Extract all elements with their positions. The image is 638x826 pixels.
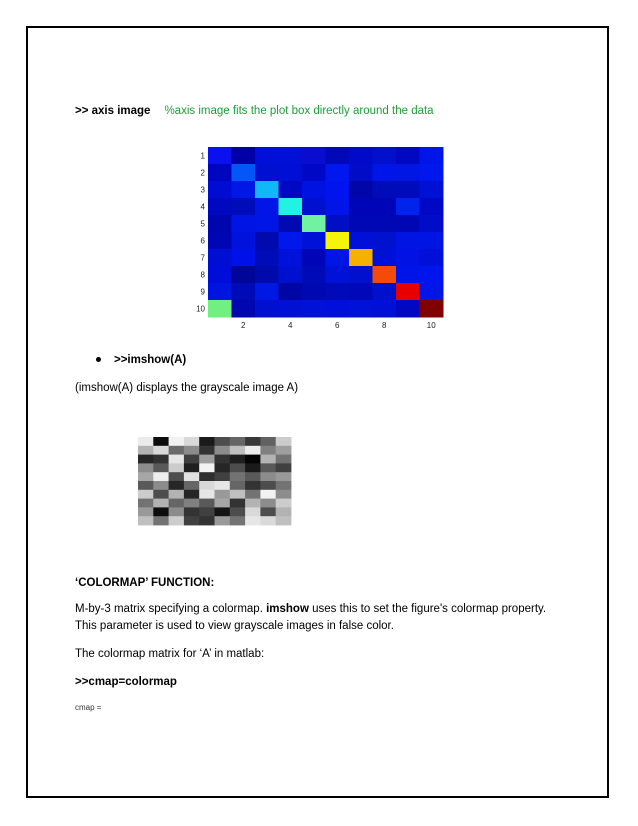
grayscale-pixel <box>153 499 169 508</box>
grayscale-pixel <box>199 446 215 455</box>
grayscale-pixel <box>276 516 292 525</box>
heatmap-cell <box>208 300 232 318</box>
heatmap-cell <box>302 249 326 267</box>
imshow-description: (imshow(A) displays the grayscale image A) <box>75 382 299 394</box>
grayscale-pixel <box>230 446 246 455</box>
heatmap-cell <box>326 181 350 199</box>
heatmap-cell <box>373 249 397 267</box>
grayscale-pixel <box>153 481 169 490</box>
grayscale-pixel <box>260 499 276 508</box>
heatmap-cell <box>326 147 350 165</box>
heatmap-cell <box>396 147 420 165</box>
heatmap-cell <box>208 147 232 165</box>
heatmap-cell <box>349 215 373 233</box>
heatmap-cell <box>396 300 420 318</box>
heatmap-cell <box>373 266 397 284</box>
heatmap-cell <box>396 215 420 233</box>
grayscale-pixel <box>260 516 276 525</box>
heatmap-cell <box>255 215 279 233</box>
grayscale-pixel <box>215 507 231 516</box>
heatmap-cell <box>420 249 444 267</box>
grayscale-pixel <box>199 455 215 464</box>
grayscale-pixel <box>215 437 231 446</box>
grayscale-pixel <box>230 490 246 499</box>
heatmap-cell <box>373 232 397 250</box>
heatmap-cell <box>420 181 444 199</box>
y-tick-label: 8 <box>200 270 205 280</box>
heatmap-cell <box>349 266 373 284</box>
heatmap-cell <box>208 283 232 301</box>
grayscale-pixel <box>184 472 200 481</box>
grayscale-pixel <box>245 437 261 446</box>
heatmap-cell <box>373 198 397 216</box>
heatmap-cell <box>208 232 232 250</box>
heatmap-cell <box>255 232 279 250</box>
heatmap-cell <box>255 164 279 182</box>
heatmap-cell <box>208 198 232 216</box>
grayscale-pixel <box>245 472 261 481</box>
grayscale-pixel <box>169 463 185 472</box>
grayscale-pixel <box>245 499 261 508</box>
colormap-desc-post: uses this to set the figure's colormap property. <box>308 603 547 615</box>
heatmap-cell <box>255 147 279 165</box>
heatmap-cell <box>349 181 373 199</box>
grayscale-pixel <box>215 455 231 464</box>
heatmap-cell <box>349 300 373 318</box>
cmap-command: >>cmap=colormap <box>75 676 177 688</box>
grayscale-image <box>138 437 293 527</box>
grayscale-pixel <box>169 446 185 455</box>
grayscale-pixel <box>199 472 215 481</box>
matrix-line: The colormap matrix for ‘A’ in matlab: <box>75 648 265 660</box>
grayscale-pixel <box>245 507 261 516</box>
heatmap-cell <box>302 266 326 284</box>
grayscale-pixel <box>260 472 276 481</box>
heatmap-cell <box>232 164 256 182</box>
grayscale-pixel <box>230 516 246 525</box>
heatmap-cell <box>302 198 326 216</box>
heatmap-cell <box>232 215 256 233</box>
y-tick-label: 10 <box>196 304 205 314</box>
grayscale-pixel <box>215 490 231 499</box>
grayscale-pixel <box>184 455 200 464</box>
grayscale-pixel <box>276 472 292 481</box>
grayscale-pixel <box>215 516 231 525</box>
grayscale-pixel <box>215 481 231 490</box>
grayscale-pixel <box>230 463 246 472</box>
heatmap-cell <box>232 266 256 284</box>
heatmap-cell <box>326 215 350 233</box>
heatmap-cell <box>420 300 444 318</box>
heatmap-cell <box>255 249 279 267</box>
heatmap-cell <box>349 283 373 301</box>
grayscale-pixel <box>260 490 276 499</box>
heatmap-cell <box>279 300 303 318</box>
colormap-desc-imshow: imshow <box>266 603 309 615</box>
heatmap-cell <box>302 283 326 301</box>
heatmap-cell <box>232 232 256 250</box>
grayscale-pixel <box>260 463 276 472</box>
heatmap-cell <box>255 181 279 199</box>
grayscale-pixel <box>184 446 200 455</box>
grayscale-pixel <box>199 437 215 446</box>
grayscale-pixel <box>276 455 292 464</box>
heatmap-cell <box>396 164 420 182</box>
y-tick-label: 1 <box>200 151 205 161</box>
heatmap-cell <box>373 300 397 318</box>
grayscale-pixel <box>153 472 169 481</box>
cmap-output: cmap = <box>75 703 102 712</box>
axis-image-comment: %axis image fits the plot box directly around the data <box>164 105 434 117</box>
heatmap-cell <box>349 198 373 216</box>
imshow-command: >>imshow(A) <box>114 354 187 366</box>
heatmap-cell <box>373 283 397 301</box>
heatmap-cell <box>279 249 303 267</box>
heatmap-cell <box>232 283 256 301</box>
y-tick-label: 9 <box>200 287 205 297</box>
grayscale-pixel <box>169 499 185 508</box>
grayscale-pixel <box>199 507 215 516</box>
heatmap-cell <box>302 215 326 233</box>
heatmap-cell <box>255 283 279 301</box>
grayscale-pixel <box>184 516 200 525</box>
grayscale-pixel <box>276 481 292 490</box>
heatmap-cell <box>302 300 326 318</box>
heatmap-cell <box>396 181 420 199</box>
colormap-desc-pre: M-by-3 matrix specifying a colormap. <box>75 603 267 615</box>
grayscale-pixel <box>169 455 185 464</box>
grayscale-pixel <box>153 490 169 499</box>
x-tick-label: 2 <box>241 321 246 330</box>
x-tick-label: 4 <box>288 321 293 330</box>
grayscale-pixel <box>215 463 231 472</box>
grayscale-pixel <box>276 490 292 499</box>
heatmap-cell <box>326 232 350 250</box>
grayscale-pixel <box>199 481 215 490</box>
heatmap-cell <box>396 266 420 284</box>
heatmap-cell <box>279 215 303 233</box>
heatmap-cell <box>279 181 303 199</box>
grayscale-pixel <box>184 437 200 446</box>
grayscale-pixel <box>230 481 246 490</box>
heatmap-cell <box>232 198 256 216</box>
grayscale-pixel <box>245 455 261 464</box>
grayscale-pixel <box>260 455 276 464</box>
grayscale-pixel <box>276 499 292 508</box>
grayscale-pixel <box>184 481 200 490</box>
heatmap-cell <box>302 181 326 199</box>
y-tick-label: 3 <box>200 185 205 195</box>
grayscale-pixel <box>169 490 185 499</box>
grayscale-pixel <box>245 463 261 472</box>
grayscale-pixel <box>215 446 231 455</box>
grayscale-pixel <box>169 481 185 490</box>
colormap-heading: ‘COLORMAP’ FUNCTION: <box>75 577 215 589</box>
heatmap-cell <box>279 164 303 182</box>
heatmap-chart <box>178 140 453 335</box>
heatmap-cell <box>302 147 326 165</box>
y-tick-label: 5 <box>200 219 205 229</box>
grayscale-pixel <box>230 499 246 508</box>
heatmap-cell <box>420 147 444 165</box>
grayscale-pixel <box>260 507 276 516</box>
heatmap-cell <box>255 266 279 284</box>
grayscale-pixel <box>169 507 185 516</box>
colormap-description-line2: This parameter is used to view grayscale images in false color. <box>75 620 394 632</box>
heatmap-cell <box>279 266 303 284</box>
heatmap-cell <box>232 249 256 267</box>
grayscale-pixel <box>230 437 246 446</box>
heatmap-cell <box>326 198 350 216</box>
heatmap-cell <box>349 249 373 267</box>
heatmap-cell <box>232 181 256 199</box>
x-tick-label: 6 <box>335 321 340 330</box>
grayscale-pixel <box>276 507 292 516</box>
grayscale-pixel <box>230 507 246 516</box>
grayscale-pixel <box>260 481 276 490</box>
y-tick-label: 2 <box>200 168 205 178</box>
heatmap-cell <box>208 181 232 199</box>
heatmap-cell <box>373 164 397 182</box>
heatmap-cell <box>420 283 444 301</box>
heatmap-cell <box>326 249 350 267</box>
heatmap-cell <box>255 300 279 318</box>
heatmap-cell <box>326 300 350 318</box>
heatmap-cell <box>373 147 397 165</box>
grayscale-pixel <box>184 499 200 508</box>
grayscale-pixel <box>245 516 261 525</box>
x-tick-label: 8 <box>382 321 387 330</box>
heatmap-cell <box>326 164 350 182</box>
heatmap-cell <box>302 232 326 250</box>
grayscale-pixel <box>276 437 292 446</box>
grayscale-pixel <box>199 499 215 508</box>
heatmap-cell <box>373 215 397 233</box>
grayscale-pixel <box>138 446 154 455</box>
heatmap-cell <box>396 283 420 301</box>
heatmap-cell <box>279 232 303 250</box>
heatmap-cell <box>326 283 350 301</box>
heatmap-cell <box>208 164 232 182</box>
heatmap-cell <box>302 164 326 182</box>
y-tick-label: 7 <box>200 253 205 263</box>
axis-image-command: >> axis image <box>75 105 151 117</box>
heatmap-cell <box>420 266 444 284</box>
grayscale-pixel <box>138 481 154 490</box>
heatmap-cell <box>279 147 303 165</box>
heatmap-cell <box>255 198 279 216</box>
grayscale-pixel <box>199 516 215 525</box>
grayscale-pixel <box>184 507 200 516</box>
y-tick-label: 6 <box>200 236 205 246</box>
grayscale-pixel <box>138 463 154 472</box>
grayscale-pixel <box>276 463 292 472</box>
grayscale-pixel <box>260 437 276 446</box>
grayscale-pixel <box>260 446 276 455</box>
heatmap-cell <box>208 215 232 233</box>
grayscale-pixel <box>199 490 215 499</box>
heatmap-cell <box>396 249 420 267</box>
grayscale-pixel <box>184 490 200 499</box>
heatmap-cell <box>420 215 444 233</box>
heatmap-cell <box>373 181 397 199</box>
grayscale-pixel <box>245 490 261 499</box>
heatmap-cell <box>208 266 232 284</box>
heatmap-cell <box>349 164 373 182</box>
heatmap-cell <box>232 147 256 165</box>
grayscale-pixel <box>153 455 169 464</box>
grayscale-pixel <box>138 455 154 464</box>
imshow-bullet <box>96 354 186 366</box>
grayscale-pixel <box>153 446 169 455</box>
grayscale-pixel <box>169 516 185 525</box>
grayscale-pixel <box>138 437 154 446</box>
grayscale-pixel <box>276 446 292 455</box>
grayscale-pixel <box>153 507 169 516</box>
grayscale-pixel <box>215 499 231 508</box>
grayscale-pixel <box>138 472 154 481</box>
heatmap-cell <box>420 164 444 182</box>
grayscale-pixel <box>245 446 261 455</box>
heatmap-cell <box>279 283 303 301</box>
grayscale-pixel <box>138 490 154 499</box>
grayscale-pixel <box>199 463 215 472</box>
colormap-description-line1 <box>75 603 546 615</box>
grayscale-pixel <box>153 463 169 472</box>
x-tick-label: 10 <box>426 321 436 330</box>
grayscale-pixel <box>169 472 185 481</box>
heatmap-cell <box>396 198 420 216</box>
grayscale-pixel <box>138 516 154 525</box>
y-tick-label: 4 <box>200 202 205 212</box>
grayscale-pixel <box>153 437 169 446</box>
heatmap-cell <box>279 198 303 216</box>
grayscale-pixel <box>230 455 246 464</box>
grayscale-pixel <box>169 437 185 446</box>
heatmap-cell <box>208 249 232 267</box>
heatmap-cell <box>420 232 444 250</box>
grayscale-pixel <box>184 463 200 472</box>
heatmap-cell <box>232 300 256 318</box>
heatmap-cell <box>349 147 373 165</box>
grayscale-pixel <box>230 472 246 481</box>
grayscale-pixel <box>153 516 169 525</box>
grayscale-pixel <box>215 472 231 481</box>
heatmap-cell <box>326 266 350 284</box>
axis-image-line <box>75 105 434 117</box>
heatmap-cell <box>349 232 373 250</box>
grayscale-pixel <box>138 507 154 516</box>
grayscale-pixel <box>138 499 154 508</box>
heatmap-cell <box>396 232 420 250</box>
bullet-dot <box>96 357 101 362</box>
grayscale-pixel <box>245 481 261 490</box>
heatmap-cell <box>420 198 444 216</box>
